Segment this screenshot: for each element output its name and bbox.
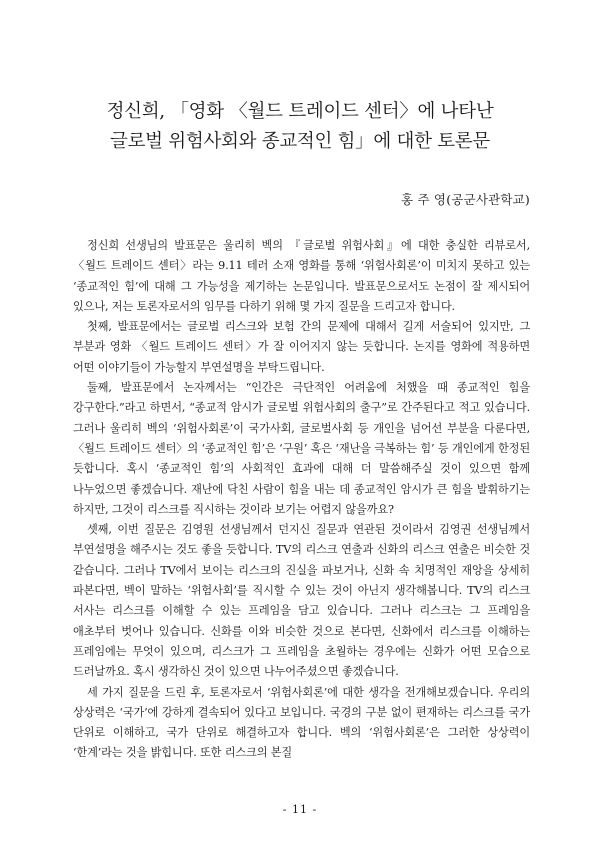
title-line-2: 글로벌 위험사회와 종교적인 힘」에 대한 토론문 (110, 131, 490, 152)
document-title (40, 97, 560, 157)
paragraph-third-question: 셋째, 이번 질문은 김영원 선생님께서 던지신 질문과 연관된 것이라서 김영권 선생님께서 부연설명을 해주시는 것도 좋을 듯합니다. TV의 리스크 연출과 신화의 리스크 연출은 비슷한 것 같습니다. 그러나 TV에서 보이는 리스크의 진실을 파보거나, 신화 속 치명적인 재앙을 상세히 파본다면, 벡이 말하는 ‘위험사회’를 직시할 수 있는 것이 아닌지 생각해봅니다. TV의 리스크 서사는 리스크를 이해할 수 있는 프레임을 담고 있습니다. 그러나 리스크는 그 프레임을 애초부터 벗어나 있습니다. 신화를 이와 비슷한 것으로 본다면, 신화에서 리스크를 이해하는 프레임에는 무엇이 있으며, 리스크가 그 프레임을 초월하는 경우에는 신화가 어떤 모습으로 드러날까요. 혹시 생각하신 것이 있으면 나누어주셨으면 좋겠습니다. (73, 523, 530, 679)
paragraph-first-question: 첫째, 발표문에서는 글로벌 리스크와 보험 간의 문제에 대해서 길게 서술되어 있지만, 그 부분과 영화 〈월드 트레이드 센터〉가 잘 이어지지 않는 듯합니다. 논지를 영화에 적용하면 어떤 이야기들이 가능할지 부연설명을 부탁드립니다. (73, 320, 530, 374)
document-body (73, 236, 530, 764)
paragraph-discussion: 세 가지 질문을 드린 후, 토론자로서 ‘위험사회론’에 대한 생각을 전개해보겠습니다. 우리의 상상력은 ‘국가’에 강하게 결속되어 있다고 보입니다. 국경의 구분 없이 편재하는 리스크를 국가 단위로 이해하고, 국가 단위로 해결하고자 합니다. 벡의 ‘위험사회론’은 그러한 상상력이 ‘한계’라는 것을 밝힙니다. 또한 리스크의 본질 (73, 685, 530, 760)
paragraph-second-question: 둘째, 발표문에서 논자께서는 “인간은 극단적인 어려움에 처했을 때 종교적인 힘을 강구한다.”라고 하면서, “종교적 암시가 글로벌 위험사회의 출구”로 간주된다고 적고 있습니다. 그러나 울리히 벡의 ‘위험사회론’이 국가사회, 글로벌사회 등 개인을 넘어선 부분을 다룬다면, 〈월드 트레이드 센터〉의 ‘종교적인 힘’은 ‘구원’ 혹은 ‘재난을 극복하는 힘’ 등 개인에게 한정된 듯합니다. 혹시 ‘종교적인 힘’의 사회적인 효과에 대해 더 말씀해주실 것이 있으면 함께 나누었으면 좋겠습니다. 재난에 닥친 사람이 힘을 내는 데 종교적인 암시가 큰 힘을 발휘하기는 하지만, 그것이 리스크를 직시하는 것이라 보기는 어렵지 않을까요? (73, 381, 530, 516)
page-number: - 11 - (282, 803, 318, 816)
author-line: 홍 주 영(공군사관학교) (401, 192, 530, 207)
title-line-1: 정신희, 「영화 〈월드 트레이드 센터〉에 나타난 (106, 101, 494, 122)
paragraph-intro: 정신희 선생님의 발표문은 울리히 벡의 『글로벌 위험사회』에 대한 충실한 리뷰로서, 〈월드 트레이드 센터〉라는 9.11 테러 소재 영화를 통해 ‘위험사회론’이 미치지 못하고 있는 ‘종교적인 힘’에 대해 그 가능성을 제기하는 논문입니다. 발표문으로서도 논점이 잘 제시되어 있으나, 저는 토론자로서의 임무를 다하기 위해 몇 가지 질문을 드리고자 합니다. (73, 239, 530, 313)
